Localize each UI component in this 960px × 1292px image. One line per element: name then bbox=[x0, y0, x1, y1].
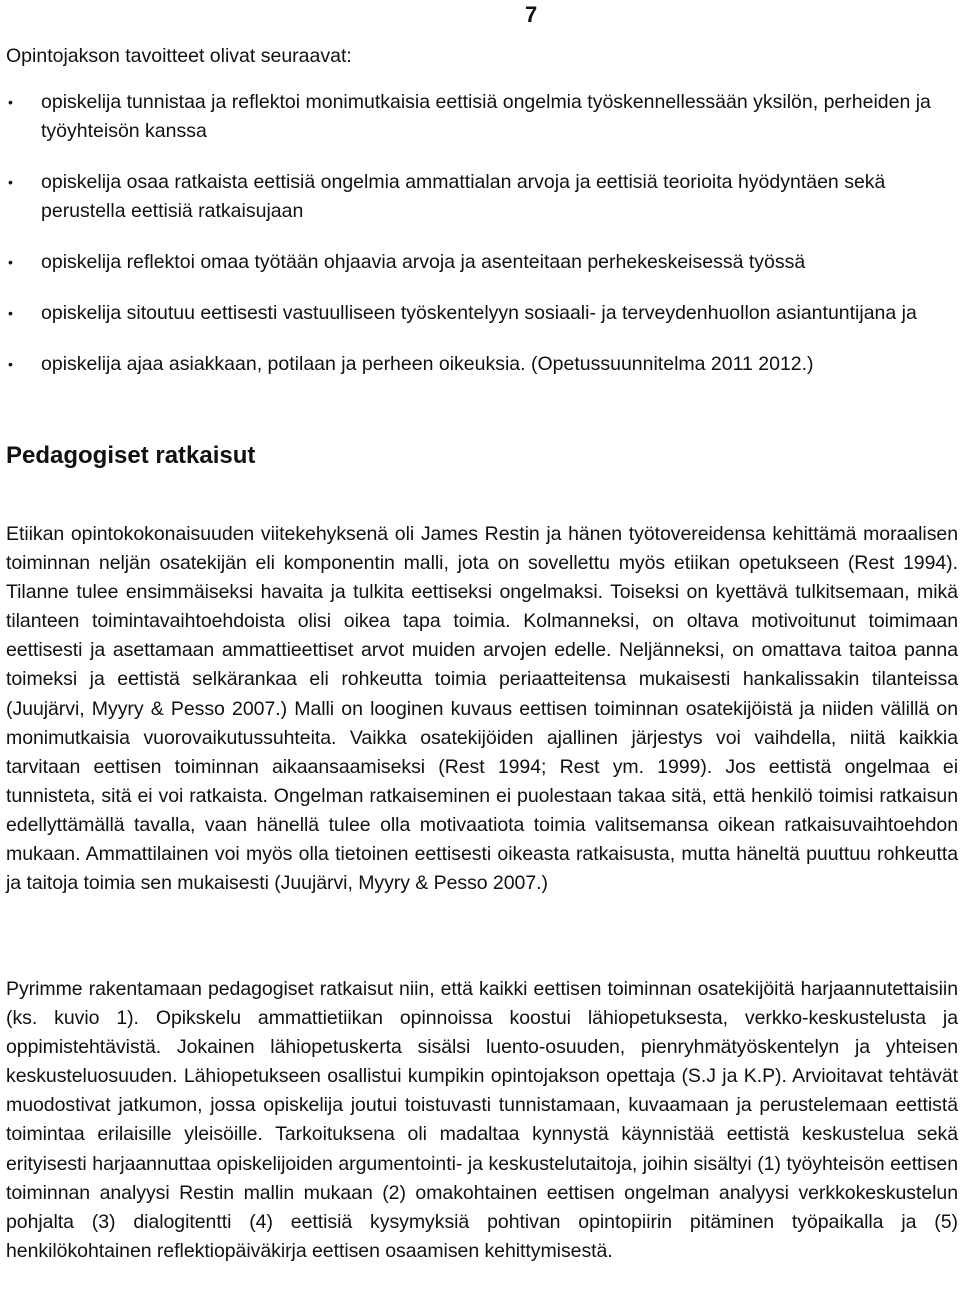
goal-text: opiskelija sitoutuu eettisesti vastuulliseen työskentelyyn sosiaali- ja terveydenhuollon asiantuntijana ja bbox=[41, 302, 917, 324]
goal-text: opiskelija osaa ratkaista eettisiä ongelmia ammattialan arvoja ja eettisiä teorioita hyödyntäen sekä perustella eettisiä ratkaisujaan bbox=[41, 171, 886, 222]
list-item bbox=[0, 168, 960, 226]
page-number: 7 bbox=[525, 2, 538, 27]
list-item bbox=[0, 248, 960, 277]
bullet-icon: • bbox=[8, 356, 13, 372]
bullet-icon: • bbox=[8, 254, 13, 270]
list-item bbox=[0, 350, 960, 379]
bullet-icon: • bbox=[8, 94, 13, 110]
goal-text: opiskelija reflektoi omaa työtään ohjaavia arvoja ja asenteitaan perhekeskeisessä työssä bbox=[41, 251, 806, 273]
body-paragraph: Pyrimme rakentamaan pedagogiset ratkaisut niin, että kaikki eettisen toiminnan osatekijöitä harjaannutettaisiin (ks. kuvio 1). Opikskelu ammattietiikan opinnoissa koostui lähiopetuksesta, verkko-keskustelusta ja oppimistehtävistä. Jokainen lähiopetuskerta sisälsi luento-osuuden, pienryhmätyöskentelyn ja yhteisen keskusteluosuuden. Lähiopetukseen osallistui kumpikin opintojakson opettaja (S.J ja K.P). Arvioitavat tehtävät muodostivat jatkumon, jossa opiskelija joutui toistuvasti tunnistamaan, kuvaamaan ja perustelemaan eettistä toimintaa erilaisille yleisöille. Tarkoituksena oli madaltaa kynnystä käynnistää eettistä keskustelua sekä erityisesti harjaannuttaa opiskelijoiden argumentointi- ja keskustelutaitoja, joihin sisältyi (1) työyhteisön eettisen toiminnan analyysi Restin mallin mukaan (2) omakohtainen eettisen ongelman analyysi verkkokeskustelun pohjalta (3) dialogitentti (4) eettisiä kysymyksiä pohtivan opintopiirin pitäminen työpaikalla ja (5) henkilökohtainen reflektiopäiväkirja eettisen osaamisen kehittymisestä. bbox=[6, 978, 958, 1262]
goal-text: opiskelija tunnistaa ja reflektoi monimutkaisia eettisiä ongelmia työskennellessään yksilön, perheiden ja työyhteisön kanssa bbox=[41, 91, 931, 142]
goal-text: opiskelija ajaa asiakkaan, potilaan ja perheen oikeuksia. (Opetussuunnitelma 2011 2012.) bbox=[41, 353, 814, 375]
body-paragraph: Etiikan opintokokonaisuuden viitekehyksenä oli James Restin ja hänen työtovereidensa kehittämä moraalisen toiminnan neljän osatekijän eli komponentin malli, jota on sovellettu myös etiikan opetukseen (Rest 1994). Tilanne tulee ensimmäiseksi havaita ja tulkita eettiseksi ongelmaksi. Toiseksi on kyettävä tulkitsemaan, mikä tilanteen toimintavaihtoehdoista olisi oikea tapa toimia. Kolmanneksi, on oltava motivoitunut toimimaan eettisesti ja asettamaan ammattieettiset arvot muiden arvojen edelle. Neljänneksi, on omattava taitoa panna toimeksi ja eettistä selkärankaa eli rohkeutta toimia periaatteitensa mukaisesti hankalissakin tilanteissa (Juujärvi, Myyry & Pesso 2007.) Malli on looginen kuvaus eettisen toiminnan osatekijöistä ja niiden välillä on monimutkaisia vuorovaikutussuhteita. Vaikka osatekijöiden ajallinen järjestys voi vaihdella, niitä kaikkia tarvitaan eettisen toiminnan aikaansaamiseksi (Rest 1994; Rest ym. 1999). Jos eettistä ongelmaa ei tunnisteta, sitä ei voi ratkaista. Ongelman ratkaiseminen ei puolestaan takaa sitä, että henkilö toimisi ratkaisun edellyttämällä tavalla, vaan hänellä tulee olla motivaatiota toimia valitsemansa oikean ratkaisuvaihtoehdon mukaan. Ammattilainen voi myös olla tietoinen eettisesti oikeasta ratkaisusta, mutta häneltä puuttuu rohkeutta ja taitoja toimia sen mukaisesti (Juujärvi, Myyry & Pesso 2007.) bbox=[6, 523, 958, 895]
goals-list bbox=[0, 88, 960, 379]
intro-text: Opintojakson tavoitteet olivat seuraavat: bbox=[6, 45, 352, 67]
list-item bbox=[0, 88, 960, 146]
bullet-icon: • bbox=[8, 174, 13, 190]
bullet-icon: • bbox=[8, 305, 13, 321]
list-item bbox=[0, 299, 960, 328]
section-heading: Pedagogiset ratkaisut bbox=[6, 442, 256, 469]
